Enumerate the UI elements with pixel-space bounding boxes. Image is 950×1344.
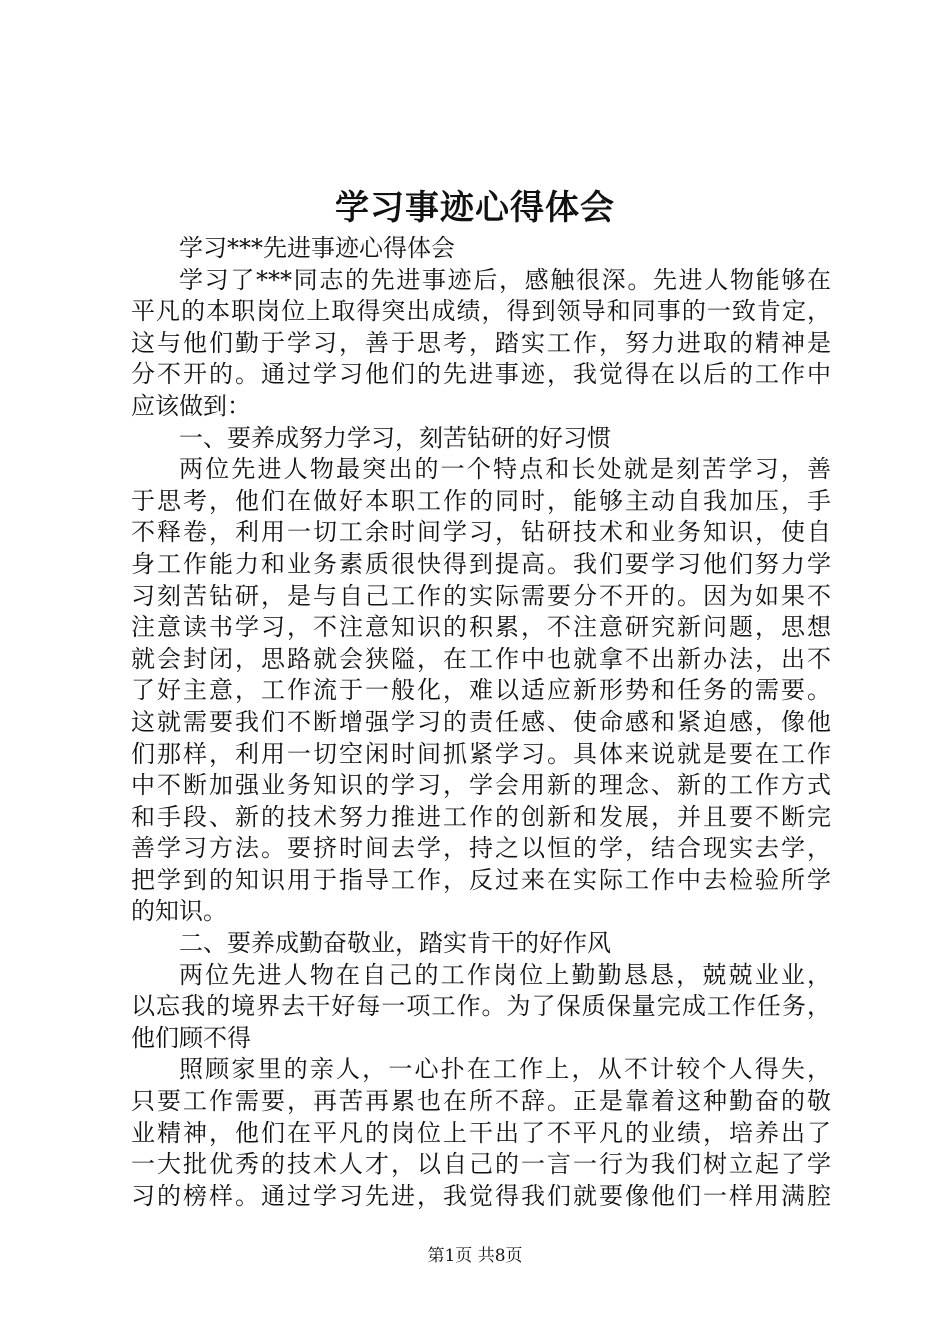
body-line: 一大批优秀的技术人才，以自己的一言一行为我们树立起了学 — [131, 1150, 831, 1179]
body-line: 习刻苦钻研，是与自己工作的实际需要分不开的。因为如果不 — [131, 581, 831, 610]
body-line: 业精神，他们在平凡的岗位上干出了不平凡的业绩，培养出了 — [131, 1118, 831, 1147]
body-line: 这就需要我们不断增强学习的责任感、使命感和紧迫感，像他 — [131, 707, 831, 736]
body-line: 只要工作需要，再苦再累也在所不辞。正是靠着这种勤奋的敬 — [131, 1087, 831, 1116]
body-line: 分不开的。通过学习他们的先进事迹，我觉得在以后的工作中 — [131, 360, 831, 389]
body-line: 不释卷，利用一切工余时间学习，钻研技术和业务知识，使自 — [131, 518, 831, 547]
body-line: 这与他们勤于学习，善于思考，踏实工作，努力进取的精神是 — [131, 328, 831, 357]
body-line: 平凡的本职岗位上取得突出成绩，得到领导和同事的一致肯定， — [131, 297, 831, 326]
section-heading: 一、要养成努力学习，刻苦钻研的好习惯 — [179, 423, 611, 452]
page-number: 第1页 共8页 — [427, 1246, 523, 1266]
body-line: 应该做到： — [131, 391, 251, 420]
body-line: 的知识。 — [131, 897, 227, 926]
document-body — [131, 233, 831, 1212]
body-line: 以忘我的境界去干好每一项工作。为了保质保量完成工作任务， — [131, 992, 831, 1021]
body-line: 两位先进人物最突出的一个特点和长处就是刻苦学习，善 — [179, 455, 831, 484]
body-line: 他们顾不得 — [131, 1023, 251, 1052]
body-line: 中不断加强业务知识的学习，学会用新的理念、新的工作方式 — [131, 771, 831, 800]
body-line: 身工作能力和业务素质很快得到提高。我们要学习他们努力学 — [131, 549, 831, 578]
body-line: 学习了***同志的先进事迹后，感触很深。先进人物能够在 — [179, 265, 831, 294]
body-line: 善学习方法。要挤时间去学，持之以恒的学，结合现实去学， — [131, 834, 831, 863]
section-heading: 二、要养成勤奋敬业，踏实肯干的好作风 — [179, 929, 611, 958]
body-line: 和手段、新的技术努力推进工作的创新和发展，并且要不断完 — [131, 802, 831, 831]
body-line: 注意读书学习，不注意知识的积累，不注意研究新问题，思想 — [131, 613, 831, 642]
body-line: 把学到的知识用于指导工作，反过来在实际工作中去检验所学 — [131, 865, 831, 894]
body-line: 两位先进人物在自己的工作岗位上勤勤恳恳，兢兢业业， — [179, 960, 831, 989]
body-line: 习的榜样。通过学习先进，我觉得我们就要像他们一样用满腔 — [131, 1181, 831, 1210]
body-line: 就会封闭，思路就会狭隘，在工作中也就拿不出新办法，出不 — [131, 644, 831, 673]
document-title: 学习事迹心得体会 — [335, 188, 615, 228]
body-line: 于思考，他们在做好本职工作的同时，能够主动自我加压，手 — [131, 486, 831, 515]
body-line: 了好主意，工作流于一般化，难以适应新形势和任务的需要。 — [131, 676, 831, 705]
body-line: 们那样，利用一切空闲时间抓紧学习。具体来说就是要在工作 — [131, 739, 831, 768]
body-line: 照顾家里的亲人，一心扑在工作上，从不计较个人得失， — [179, 1055, 831, 1084]
body-line: 学习***先进事迹心得体会 — [179, 234, 455, 262]
